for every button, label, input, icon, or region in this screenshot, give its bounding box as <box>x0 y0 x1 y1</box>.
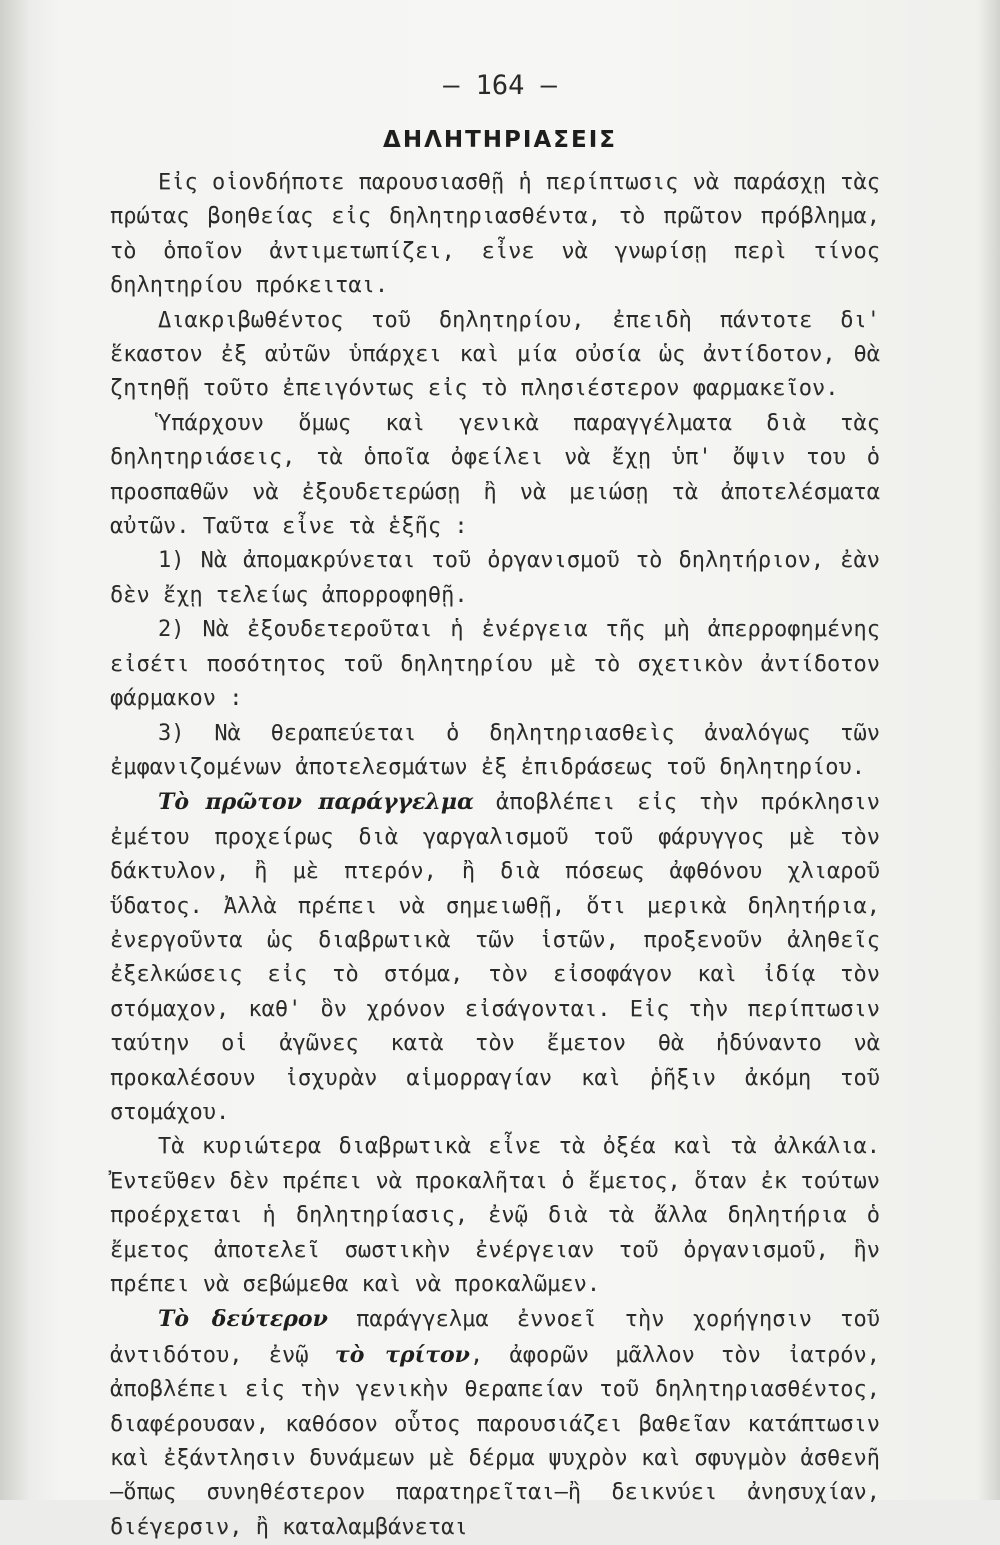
first-rule-text: ἀποβλέπει εἰς τὴν πρόκλησιν ἐμέτου προχείρως διὰ γαργαλισμοῦ τοῦ φάρυγγος μὲ τὸν δάκτυλον, ἢ μὲ πτερόν, ἢ διὰ πόσεως ἀφθόνου χλιαροῦ ὕδατος. Ἀλλὰ πρέπει νὰ σημειωθῇ, ὅτι μερικὰ δηλητήρια, ἐνεργοῦντα ὡς διαβρωτικὰ τῶν ἱστῶν, προξενοῦν ἀληθεῖς ἐξελκώσεις εἰς τὸ στόμα, τὸν εἰσοφάγον καὶ ἰδίᾳ τὸν στόμαχον, καθ' ὃν χρόνον εἰσάγονται. Εἰς τὴν περίπτωσιν ταύτην οἱ ἀγῶνες κατὰ τὸν ἔμετον θὰ ἠδύναντο νὰ προκαλέσουν ἰσχυρὰν αἱμορραγίαν καὶ ῥῆξιν ἀκόμη τοῦ στομάχου. <box>110 790 880 1125</box>
paragraph-corrosives: Τὰ κυριώτερα διαβρωτικὰ εἶνε τὰ ὀξέα καὶ τὰ ἀλκάλια. Ἐντεῦθεν δὲν πρέπει νὰ προκαλῆται ὁ ἔμετος, ὅταν ἐκ τούτων προέρχεται ἡ δηλητηρίασις, ἐνῷ διὰ τὰ ἄλλα δηλητήρια ὁ ἔμετος ἀποτελεῖ σωστικὴν ἐνέργειαν τοῦ ὀργανισμοῦ, ἣν πρέπει νὰ σεβώμεθα καὶ νὰ προκαλῶμεν. <box>110 1134 880 1297</box>
section-heading: ΔΗΛΗΤΗΡΙΑΣΕΙΣ <box>383 127 617 153</box>
page-shadow-left <box>0 0 30 1500</box>
paragraph-intro: Εἰς οἱονδήποτε παρουσιασθῇ ἡ περίπτωσις νὰ παράσχῃ τὰς πρώτας βοηθείας εἰς δηλητηριασθέντα, τὸ πρῶτον πρόβλημα, τὸ ὁποῖον ἀντιμετωπίζει, εἶνε νὰ γνωρίσῃ περὶ τίνος δηλητηρίου πρόκειται. <box>110 170 880 299</box>
third-rule-emphasis: τὸ τρίτον <box>334 1341 470 1368</box>
list-item-3: 3) Νὰ θεραπεύεται ὁ δηλητηριασθεὶς ἀναλόγως τῶν ἐμφανιζομένων ἀποτελεσμάτων ἐξ ἐπιδράσεως τοῦ δηλητηρίου. <box>110 720 880 780</box>
paragraph-antidote: Διακριβωθέντος τοῦ δηλητηρίου, ἐπειδὴ πάντοτε δι' ἕκαστον ἐξ αὐτῶν ὑπάρχει καὶ μία οὐσία ὡς ἀντίδοτον, θὰ ζητηθῇ τοῦτο ἐπειγόντως εἰς τὸ πλησιέστερον φαρμακεῖον. <box>110 307 880 402</box>
third-rule-text: , ἀφορῶν μᾶλλον τὸν ἰατρόν, ἀποβλέπει εἰς τὴν γενικὴν θεραπείαν τοῦ δηλητηριασθέντος, διαφέρουσαν, καθόσον οὗτος παρουσιάζει βαθεῖαν κατάπτωσιν καὶ ἐξάντλησιν δυνάμεων μὲ δέρμα ψυχρὸν καὶ σφυγμὸν ἀσθενῆ—ὅπως συνηθέστερον παρατηρεῖται—ἢ δεικνύει ἀνησυχίαν, διέγερσιν, ἢ καταλαμβάνεται <box>110 1342 880 1540</box>
page-number: — 164 — <box>443 70 557 101</box>
first-rule-emphasis: Τὸ πρῶτον παράγγελμα <box>158 789 474 816</box>
list-item-2: 2) Νὰ ἐξουδετεροῦται ἡ ἐνέργεια τῆς μὴ ἀπερροφημένης εἰσέτι ποσότητος τοῦ δηλητηρίου μὲ τὸ σχετικὸν ἀντίδοτον φάρμακον : <box>110 617 880 712</box>
body-text <box>110 166 880 1545</box>
paragraph-first-rule <box>110 785 880 1130</box>
list-item-1: 1) Νὰ ἀπομακρύνεται τοῦ ὀργανισμοῦ τὸ δηλητήριον, ἐὰν δὲν ἔχῃ τελείως ἀπορροφηθῇ. <box>110 548 880 608</box>
page-shadow-right <box>978 0 1000 1500</box>
second-rule-text: παράγγελμα ἐννοεῖ τὴν χορήγησιν τοῦ ἀντιδότου, ἐνῷ <box>110 1307 881 1368</box>
second-rule-emphasis: Τὸ δεύτερον <box>158 1306 328 1333</box>
paragraph-second-third-rule <box>110 1302 880 1545</box>
paragraph-general-rules: Ὑπάρχουν ὅμως καὶ γενικὰ παραγγέλματα διὰ τὰς δηλητηριάσεις, τὰ ὁποῖα ὀφείλει νὰ ἔχῃ ὑπ' ὄψιν του ὁ προσπαθῶν νὰ ἐξουδετερώσῃ ἢ νὰ μειώσῃ τὰ ἀποτελέσματα αὐτῶν. Ταῦτα εἶνε τὰ ἑξῆς : <box>110 410 880 540</box>
